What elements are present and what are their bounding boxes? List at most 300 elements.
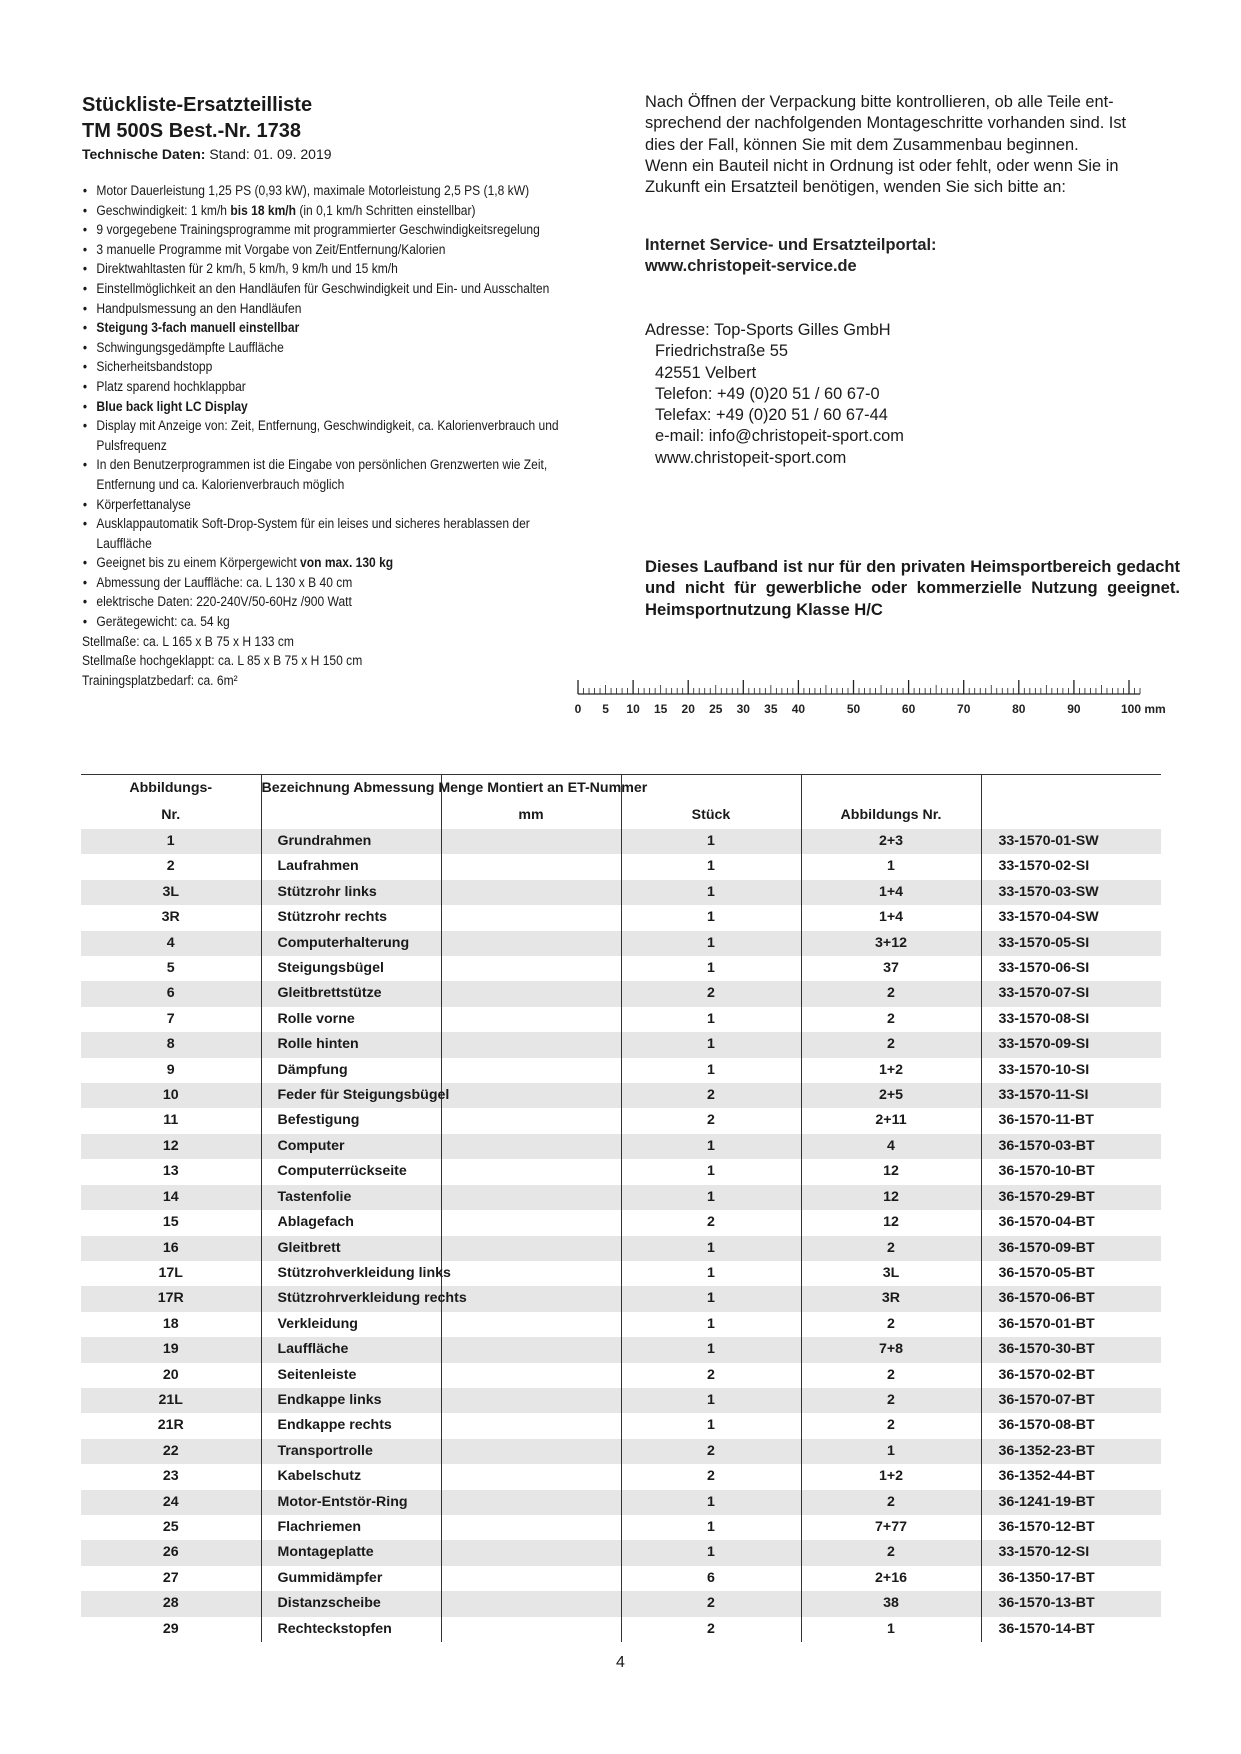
cell-bezeichnung: Gleitbrett <box>261 1236 441 1261</box>
feature-item <box>82 240 559 260</box>
feature-text: Geschwindigkeit: 1 km/h <box>96 202 231 218</box>
feature-text: Gerätegewicht: ca. 54 kg <box>96 614 230 630</box>
cell-abbildungs-nr: 17R <box>81 1286 261 1311</box>
cell-abbildungs-nr: 4 <box>81 931 261 956</box>
feature-text: 9 vorgegebene Trainingsprogramme mit programmierter Geschwindigkeitsregelung <box>96 222 540 238</box>
feature-item <box>82 318 559 338</box>
table-row <box>81 1388 1161 1413</box>
cell-abmessung <box>441 1159 621 1184</box>
table-row <box>81 1464 1161 1489</box>
cell-montiert-an: 7+77 <box>801 1515 981 1540</box>
ruler-label: 100 mm <box>1121 702 1166 716</box>
address-line: Telefax: +49 (0)20 51 / 60 67-44 <box>655 406 888 425</box>
cell-abbildungs-nr: 27 <box>81 1566 261 1591</box>
cell-et-nummer: 33-1570-05-SI <box>998 934 1090 951</box>
table-row <box>81 1159 1161 1184</box>
tech-data-label: Technische Daten: <box>82 146 206 162</box>
header-stueck: Stück <box>621 802 801 829</box>
cell-abmessung <box>441 1261 621 1286</box>
cell-montiert-an: 2+3 <box>801 829 981 854</box>
cell-et-nummer: 36-1570-06-BT <box>998 1290 1095 1307</box>
cell-montiert-an: 2 <box>801 981 981 1006</box>
cell-abbildungs-nr: 5 <box>81 956 261 981</box>
cell-abmessung <box>441 956 621 981</box>
cell-montiert-an: 1+2 <box>801 1464 981 1489</box>
cell-abbildungs-nr: 17L <box>81 1261 261 1286</box>
table-row <box>81 1490 1161 1515</box>
feature-text: Motor Dauerleistung 1,25 PS (0,93 kW), maximale Motorleistung 2,5 PS (1,8 kW) <box>96 183 530 198</box>
cell-abbildungs-nr: 22 <box>81 1439 261 1464</box>
feature-item <box>82 612 559 632</box>
parts-table <box>81 774 1161 1642</box>
cell-et-nummer: 33-1570-09-SI <box>998 1036 1090 1053</box>
cell-et-nummer: 36-1350-17-BT <box>998 1569 1095 1586</box>
dimension-line: Trainingsplatzbedarf: ca. 6m² <box>82 672 238 688</box>
table-row <box>81 1236 1161 1261</box>
cell-montiert-an: 1 <box>801 854 981 879</box>
feature-text: Körperfettanalyse <box>96 496 191 512</box>
feature-item <box>82 279 559 299</box>
tech-data-line <box>82 145 332 163</box>
header-columns-line <box>261 775 648 802</box>
cell-abmessung <box>441 1439 621 1464</box>
cell-abmessung <box>441 905 621 930</box>
ruler-label: 20 <box>681 702 695 716</box>
header-bezeichnung <box>261 802 441 829</box>
feature-text: Steigung 3-fach manuell einstellbar <box>96 320 300 336</box>
cell-abbildungs-nr: 28 <box>81 1591 261 1616</box>
cell-montiert-an: 7+8 <box>801 1337 981 1362</box>
cell-montiert-an: 12 <box>801 1185 981 1210</box>
address-block <box>645 320 1185 469</box>
cell-abmessung <box>441 1388 621 1413</box>
cell-abmessung <box>441 1032 621 1057</box>
page-number: 4 <box>616 1654 625 1671</box>
service-portal <box>645 235 1185 278</box>
cell-bezeichnung: Computerrückseite <box>261 1159 441 1184</box>
cell-bezeichnung: Verkleidung <box>261 1312 441 1337</box>
cell-et-nummer: 33-1570-04-SW <box>998 909 1099 926</box>
feature-item <box>82 553 559 573</box>
intro-line: dies der Fall, können Sie mit dem Zusammenbau beginnen. <box>645 135 1079 154</box>
cell-abbildungs-nr: 21R <box>81 1413 261 1438</box>
feature-item <box>82 416 559 455</box>
cell-bezeichnung: Motor-Entstör-Ring <box>261 1490 441 1515</box>
feature-item <box>82 397 559 417</box>
ruler-label: 0 <box>575 702 582 716</box>
cell-bezeichnung: Rolle vorne <box>261 1007 441 1032</box>
model-heading: TM 500S Best.-Nr. 1738 <box>82 120 301 142</box>
table-row <box>81 1337 1161 1362</box>
cell-et-nummer: 36-1570-01-BT <box>998 1315 1095 1332</box>
address-line: 42551 Velbert <box>655 363 757 382</box>
cell-et-nummer: 36-1352-44-BT <box>998 1468 1095 1485</box>
cell-et-nummer: 33-1570-03-SW <box>998 883 1099 900</box>
ruler-label: 10 <box>626 702 640 716</box>
cell-abmessung <box>441 1185 621 1210</box>
cell-bezeichnung: Stützrohverkleidung links <box>261 1261 441 1286</box>
cell-abbildungs-nr: 12 <box>81 1134 261 1159</box>
intro-line: sprechend der nachfolgenden Montageschritte vorhanden sind. Ist <box>645 114 1127 133</box>
cell-menge: 1 <box>621 905 801 930</box>
cell-et-nummer: 36-1570-14-BT <box>998 1620 1095 1637</box>
cell-abmessung <box>441 1566 621 1591</box>
table-row <box>81 1134 1161 1159</box>
cell-bezeichnung: Lauffläche <box>261 1337 441 1362</box>
cell-montiert-an: 1+4 <box>801 880 981 905</box>
table-row <box>81 1617 1161 1642</box>
cell-bezeichnung: Rolle hinten <box>261 1032 441 1057</box>
cell-montiert-an: 3L <box>801 1261 981 1286</box>
intro-paragraph <box>645 92 1185 198</box>
cell-menge: 1 <box>621 1413 801 1438</box>
cell-bezeichnung: Endkappe links <box>261 1388 441 1413</box>
cell-menge: 1 <box>621 1312 801 1337</box>
cell-abmessung <box>441 1363 621 1388</box>
cell-abbildungs-nr: 6 <box>81 981 261 1006</box>
address-line: Adresse: Top-Sports Gilles GmbH <box>645 321 891 339</box>
cell-abbildungs-nr: 2 <box>81 854 261 879</box>
cell-menge: 1 <box>621 1032 801 1057</box>
cell-menge: 1 <box>621 956 801 981</box>
cell-abmessung <box>441 981 621 1006</box>
cell-montiert-an: 2+16 <box>801 1566 981 1591</box>
cell-menge: 2 <box>621 1083 801 1108</box>
portal-title: Internet Service- und Ersatzteilportal: <box>645 236 937 254</box>
cell-abbildungs-nr: 7 <box>81 1007 261 1032</box>
table-row <box>81 1210 1161 1235</box>
ruler-label: 5 <box>602 702 609 716</box>
cell-abbildungs-nr: 3R <box>81 905 261 930</box>
cell-bezeichnung: Gleitbrettstütze <box>261 981 441 1006</box>
cell-abmessung <box>441 1591 621 1616</box>
cell-bezeichnung: Distanzscheibe <box>261 1591 441 1616</box>
cell-abmessung <box>441 1058 621 1083</box>
cell-abmessung <box>441 1490 621 1515</box>
cell-abbildungs-nr: 16 <box>81 1236 261 1261</box>
feature-item <box>82 592 559 612</box>
dimension-line: Stellmaße hochgeklappt: ca. L 85 x B 75 x H 150 cm <box>82 653 363 669</box>
cell-abmessung <box>441 1236 621 1261</box>
feature-item <box>82 259 559 279</box>
cell-menge: 2 <box>621 1439 801 1464</box>
ruler-label: 25 <box>709 702 723 716</box>
cell-montiert-an: 2 <box>801 1540 981 1565</box>
cell-et-nummer: 33-1570-02-SI <box>998 858 1090 875</box>
cell-et-nummer: 36-1570-12-BT <box>998 1518 1095 1535</box>
feature-text: Direktwahltasten für 2 km/h, 5 km/h, 9 km/h und 15 km/h <box>96 261 398 277</box>
feature-text: Display mit Anzeige von: Zeit, Entfernung, Geschwindigkeit, ca. Kalorienverbrauch und Pulsfrequenz <box>96 418 559 453</box>
feature-text: Platz sparend hochklappbar <box>96 378 246 394</box>
feature-item <box>82 220 559 240</box>
cell-abmessung <box>441 1464 621 1489</box>
table-row <box>81 1108 1161 1133</box>
cell-abbildungs-nr: 23 <box>81 1464 261 1489</box>
cell-menge: 2 <box>621 1464 801 1489</box>
cell-et-nummer: 36-1570-13-BT <box>998 1595 1095 1612</box>
cell-menge: 1 <box>621 880 801 905</box>
cell-bezeichnung: Seitenleiste <box>261 1363 441 1388</box>
cell-menge: 2 <box>621 1108 801 1133</box>
feature-text: Sicherheitsbandstopp <box>96 359 213 375</box>
cell-abmessung <box>441 1210 621 1235</box>
cell-bezeichnung: Stützrohr rechts <box>261 905 441 930</box>
cell-et-nummer: 36-1570-03-BT <box>998 1137 1095 1154</box>
cell-montiert-an: 12 <box>801 1159 981 1184</box>
cell-montiert-an: 2 <box>801 1490 981 1515</box>
table-row <box>81 1591 1161 1616</box>
table-row <box>81 1261 1161 1286</box>
header-et-nummer <box>981 802 1161 829</box>
table-row <box>81 1058 1161 1083</box>
cell-bezeichnung: Stützrohr links <box>261 880 441 905</box>
cell-montiert-an: 1 <box>801 1617 981 1642</box>
cell-bezeichnung: Gummidämpfer <box>261 1566 441 1591</box>
cell-menge: 1 <box>621 1236 801 1261</box>
cell-montiert-an: 2+5 <box>801 1083 981 1108</box>
table-row <box>81 1007 1161 1032</box>
cell-abmessung <box>441 1312 621 1337</box>
cell-menge: 1 <box>621 1540 801 1565</box>
cell-abmessung <box>441 1337 621 1362</box>
cell-abmessung <box>441 1617 621 1642</box>
cell-bezeichnung: Befestigung <box>261 1108 441 1133</box>
cell-bezeichnung: Endkappe rechts <box>261 1413 441 1438</box>
cell-menge: 1 <box>621 1286 801 1311</box>
cell-montiert-an: 3+12 <box>801 931 981 956</box>
cell-bezeichnung: Kabelschutz <box>261 1464 441 1489</box>
cell-bezeichnung: Feder für Steigungsbügel <box>261 1083 441 1108</box>
cell-et-nummer: 33-1570-11-SI <box>998 1087 1089 1104</box>
feature-text: von max. 130 kg <box>300 555 394 571</box>
feature-item <box>82 495 559 515</box>
ruler-label: 35 <box>764 702 778 716</box>
cell-abbildungs-nr: 11 <box>81 1108 261 1133</box>
table-row <box>81 1515 1161 1540</box>
feature-text: Geeignet bis zu einem Körpergewicht <box>96 555 301 571</box>
cell-bezeichnung: Steigungsbügel <box>261 956 441 981</box>
ruler-label: 40 <box>791 702 806 716</box>
table-row <box>81 829 1161 854</box>
feature-item <box>82 377 559 397</box>
feature-text: bis 18 km/h <box>230 202 297 218</box>
cell-abmessung <box>441 1413 621 1438</box>
cell-et-nummer: 33-1570-07-SI <box>998 985 1090 1002</box>
cell-montiert-an: 2+11 <box>801 1108 981 1133</box>
cell-et-nummer: 33-1570-12-SI <box>998 1544 1090 1561</box>
table-row <box>81 1083 1161 1108</box>
feature-text: (in 0,1 km/h Schritten einstellbar) <box>296 202 476 218</box>
feature-item <box>82 357 559 377</box>
address-line: www.christopeit-sport.com <box>655 448 847 467</box>
cell-abbildungs-nr: 26 <box>81 1540 261 1565</box>
cell-abbildungs-nr: 8 <box>81 1032 261 1057</box>
cell-menge: 1 <box>621 1490 801 1515</box>
cell-abbildungs-nr: 18 <box>81 1312 261 1337</box>
cell-montiert-an: 2 <box>801 1007 981 1032</box>
cell-bezeichnung: Computer <box>261 1134 441 1159</box>
cell-bezeichnung: Montageplatte <box>261 1540 441 1565</box>
cell-abbildungs-nr: 29 <box>81 1617 261 1642</box>
cell-montiert-an: 1+2 <box>801 1058 981 1083</box>
ruler-label: 70 <box>957 702 971 716</box>
cell-menge: 1 <box>621 829 801 854</box>
cell-montiert-an: 2 <box>801 1388 981 1413</box>
cell-montiert-an: 2 <box>801 1363 981 1388</box>
header-columns-text: Bezeichnung Abmessung Menge Montiert an ET-Nummer <box>261 780 648 796</box>
cell-montiert-an: 1+4 <box>801 905 981 930</box>
cell-menge: 1 <box>621 1058 801 1083</box>
cell-et-nummer: 36-1570-08-BT <box>998 1417 1095 1434</box>
feature-item <box>82 201 559 221</box>
cell-menge: 2 <box>621 1591 801 1616</box>
cell-bezeichnung: Ablagefach <box>261 1210 441 1235</box>
cell-abmessung <box>441 1286 621 1311</box>
table-row <box>81 1363 1161 1388</box>
cell-abmessung <box>441 1108 621 1133</box>
table-row <box>81 854 1161 879</box>
header-mm: mm <box>441 802 621 829</box>
cell-abmessung <box>441 1515 621 1540</box>
feature-text: In den Benutzerprogrammen ist die Eingabe von persönlichen Grenzwerten wie Zeit, Entfernung und ca. Kalorienverbrauch möglich <box>96 457 548 492</box>
cell-abbildungs-nr: 13 <box>81 1159 261 1184</box>
cell-montiert-an: 2 <box>801 1236 981 1261</box>
feature-item <box>82 299 559 319</box>
cell-abbildungs-nr: 1 <box>81 829 261 854</box>
cell-montiert-an: 37 <box>801 956 981 981</box>
cell-montiert-an: 1 <box>801 1439 981 1464</box>
feature-text: elektrische Daten: 220-240V/50-60Hz /900 Watt <box>96 594 352 610</box>
cell-et-nummer: 36-1241-19-BT <box>998 1493 1095 1510</box>
cell-abbildungs-nr: 20 <box>81 1363 261 1388</box>
cell-abbildungs-nr: 10 <box>81 1083 261 1108</box>
cell-bezeichnung: Computerhalterung <box>261 931 441 956</box>
cell-menge: 1 <box>621 1261 801 1286</box>
cell-menge: 1 <box>621 1337 801 1362</box>
cell-montiert-an: 4 <box>801 1134 981 1159</box>
cell-montiert-an: 38 <box>801 1591 981 1616</box>
cell-menge: 1 <box>621 1515 801 1540</box>
cell-abmessung <box>441 1007 621 1032</box>
cell-montiert-an: 3R <box>801 1286 981 1311</box>
cell-et-nummer: 33-1570-06-SI <box>998 960 1090 977</box>
ruler-label: 90 <box>1067 702 1081 716</box>
header-abbildungs: Abbildungs- <box>81 775 261 802</box>
table-row <box>81 1439 1161 1464</box>
feature-text: Blue back light LC Display <box>96 398 248 414</box>
cell-menge: 6 <box>621 1566 801 1591</box>
cell-abmessung <box>441 1134 621 1159</box>
feature-list <box>82 181 559 690</box>
mm-ruler <box>575 680 1175 720</box>
cell-bezeichnung: Dämpfung <box>261 1058 441 1083</box>
cell-bezeichnung: Laufrahmen <box>261 854 441 879</box>
cell-et-nummer: 36-1570-05-BT <box>998 1264 1095 1281</box>
cell-montiert-an: 2 <box>801 1312 981 1337</box>
cell-menge: 1 <box>621 1159 801 1184</box>
table-row <box>81 905 1161 930</box>
cell-abbildungs-nr: 9 <box>81 1058 261 1083</box>
cell-montiert-an: 2 <box>801 1032 981 1057</box>
feature-text: 3 manuelle Programme mit Vorgabe von Zeit/Entfernung/Kalorien <box>96 241 446 257</box>
feature-text: Handpulsmessung an den Handläufen <box>96 300 302 316</box>
cell-et-nummer: 33-1570-10-SI <box>998 1061 1090 1078</box>
address-line: Friedrichstraße 55 <box>655 342 788 361</box>
cell-abbildungs-nr: 24 <box>81 1490 261 1515</box>
table-row <box>81 1566 1161 1591</box>
cell-abmessung <box>441 1083 621 1108</box>
intro-line: Zukunft ein Ersatzteil benötigen, wenden Sie sich bitte an: <box>645 178 1066 197</box>
ruler-label: 60 <box>901 702 916 716</box>
cell-montiert-an: 2 <box>801 1413 981 1438</box>
ruler-label: 30 <box>736 702 750 716</box>
cell-abmessung <box>441 1540 621 1565</box>
ruler-label: 50 <box>846 702 861 716</box>
intro-line: Wenn ein Bauteil nicht in Ordnung ist oder fehlt, oder wenn Sie in <box>645 156 1119 175</box>
cell-et-nummer: 33-1570-08-SI <box>998 1010 1090 1027</box>
table-row <box>81 1540 1161 1565</box>
feature-text: Abmessung der Lauffläche: ca. L 130 x B 40 cm <box>96 574 353 590</box>
feature-item <box>82 514 559 553</box>
cell-bezeichnung: Flachriemen <box>261 1515 441 1540</box>
feature-item <box>82 181 559 201</box>
feature-item <box>82 338 559 358</box>
cell-montiert-an: 12 <box>801 1210 981 1235</box>
tech-data-date: Stand: 01. 09. 2019 <box>205 146 332 162</box>
cell-bezeichnung: Stützrohrverkleidung rechts <box>261 1286 441 1311</box>
cell-abbildungs-nr: 21L <box>81 1388 261 1413</box>
cell-abbildungs-nr: 14 <box>81 1185 261 1210</box>
cell-et-nummer: 36-1570-02-BT <box>998 1366 1095 1383</box>
cell-menge: 1 <box>621 931 801 956</box>
cell-abbildungs-nr: 19 <box>81 1337 261 1362</box>
cell-menge: 1 <box>621 854 801 879</box>
usage-notice: Dieses Laufband ist nur für den privaten Heimsportbereich gedacht und nicht für gewerbliche oder kommerzielle Nutzung geeignet. Heimsportnutzung Klasse H/C <box>645 557 1180 619</box>
ruler-label: 15 <box>653 702 668 716</box>
ruler-label: 80 <box>1012 702 1026 716</box>
cell-bezeichnung: Grundrahmen <box>261 829 441 854</box>
cell-et-nummer: 36-1352-23-BT <box>998 1442 1095 1459</box>
table-row <box>81 1185 1161 1210</box>
cell-bezeichnung: Tastenfolie <box>261 1185 441 1210</box>
cell-et-nummer: 36-1570-11-BT <box>998 1112 1094 1129</box>
cell-et-nummer: 33-1570-01-SW <box>998 833 1099 849</box>
cell-menge: 2 <box>621 981 801 1006</box>
cell-menge: 2 <box>621 1210 801 1235</box>
cell-et-nummer: 36-1570-30-BT <box>998 1341 1095 1358</box>
cell-abmessung <box>441 854 621 879</box>
feature-text: Schwingungsgedämpfte Lauffläche <box>96 339 284 355</box>
cell-et-nummer: 36-1570-09-BT <box>998 1239 1095 1256</box>
cell-menge: 2 <box>621 1363 801 1388</box>
intro-line: Nach Öffnen der Verpackung bitte kontrollieren, ob alle Teile ent- <box>645 93 1114 111</box>
cell-abbildungs-nr: 3L <box>81 880 261 905</box>
page-title: Stückliste-Ersatzteilliste <box>82 94 313 116</box>
cell-et-nummer: 36-1570-10-BT <box>998 1163 1095 1180</box>
table-row <box>81 1032 1161 1057</box>
feature-text: Ausklappautomatik Soft-Drop-System für ein leises und sicheres herablassen der Lauffläche <box>96 516 530 551</box>
cell-menge: 1 <box>621 1134 801 1159</box>
portal-url: www.christopeit-service.de <box>645 257 857 276</box>
cell-menge: 1 <box>621 1185 801 1210</box>
table-row <box>81 1286 1161 1311</box>
cell-et-nummer: 36-1570-07-BT <box>998 1391 1095 1408</box>
cell-abmessung <box>441 829 621 854</box>
table-row <box>81 1413 1161 1438</box>
feature-text: Einstellmöglichkeit an den Handläufen für Geschwindigkeit und Ein- und Ausschalten <box>96 280 550 296</box>
address-line: Telefon: +49 (0)20 51 / 60 67-0 <box>655 384 880 403</box>
cell-abmessung <box>441 880 621 905</box>
